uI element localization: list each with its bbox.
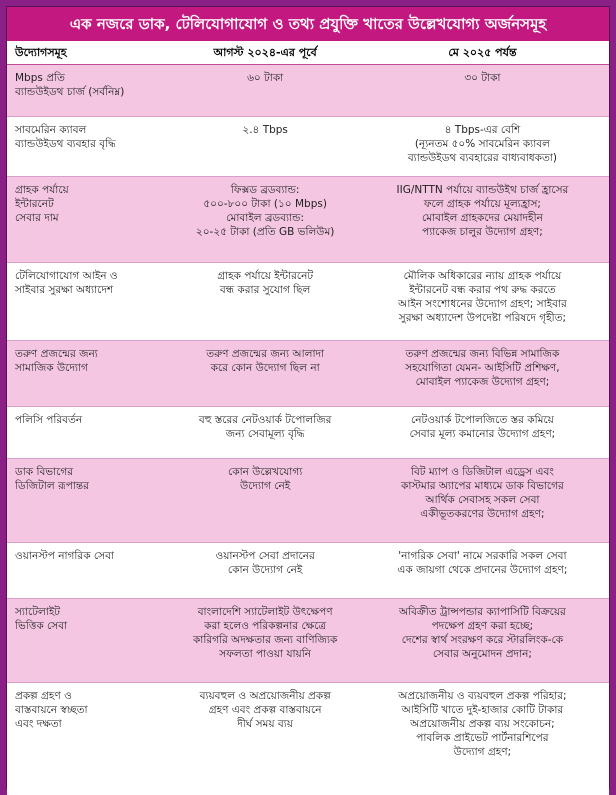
cell-text-line: গ্রহণ এবং প্রকল্প বাস্তবায়নে [208, 704, 322, 716]
cell-text-line: এবং দক্ষতা [15, 718, 62, 730]
cell-text-line: বহু স্তরের নেটওয়ার্ক টপোলজির [198, 414, 332, 426]
cell-text-line: জন্য সেবামূল্য বৃদ্ধি [225, 428, 305, 440]
table-row [7, 65, 609, 117]
table-row [7, 117, 609, 177]
cell-text-line: ওয়ানস্টপ সেবা প্রদানের [215, 550, 315, 562]
cell-text-line: কোন উল্লেখযোগ্য [228, 466, 303, 478]
cell-text-line: একীভূতকরণের উদ্যোগ গ্রহণ; [420, 508, 545, 520]
cell-text-line: সাইবার সুরক্ষা অধ্যাদেশ [15, 284, 114, 296]
cell-text-line: কাস্টমার অ্যাপের মাধ্যমে ডাক বিভাগের [401, 480, 564, 492]
cell-text-line: সুরক্ষা অধ্যাদেশ উপদেষ্টা পরিষদে গৃহীত; [398, 312, 567, 324]
cell-text-line: ফলে গ্রাহক পর্যায়ে মূল্যহ্রাস; [423, 198, 541, 210]
cell-text-line: ফিক্সড ব্রডব্যান্ড: [230, 184, 300, 196]
cell-text-line: ডিজিটাল রূপান্তর [15, 480, 89, 492]
table-row [7, 177, 609, 263]
cell-text-line: সফলতা পাওয়া যায়নি [219, 648, 311, 660]
table-row [7, 263, 609, 341]
cell-text-line: পলিসি পরিবর্তন [15, 414, 83, 426]
cell-text-line: পদক্ষেপ গ্রহণ করা হচ্ছে; [431, 620, 534, 632]
after-cell [356, 407, 609, 458]
cell-text-line: IIG/NTTN পর্যায়ে ব্যান্ডউইথ চার্জ হ্রাসের [396, 184, 569, 196]
table-header [7, 41, 609, 65]
cell-text-line: আইন সংশোধনের উদ্যোগ গ্রহণ; সাইবার [398, 298, 567, 310]
after-cell [356, 459, 609, 542]
cell-text-line: কোন উদ্যোগ নেই [227, 564, 303, 576]
after-cell [356, 543, 609, 598]
initiative-cell [7, 177, 174, 262]
cell-text-line: টেলিযোগাযোগ আইন ও [15, 270, 118, 282]
cell-text-line: অপ্রয়োজনীয় ও ব্যয়বহুল প্রকল্প পরিহার; [398, 690, 567, 702]
achievements-table [6, 6, 610, 789]
cell-text-line: Mbps প্রতি [15, 72, 65, 84]
cell-text-line: প্যাকেজ চালুর উদ্যোগ গ্রহণ; [422, 226, 543, 238]
initiative-cell [7, 117, 174, 176]
before-cell [174, 459, 355, 542]
cell-text-line: ইন্টারনেট বন্ধ করার পথ রুদ্ধ করতে [409, 284, 556, 296]
header-until-may-2025: মে ২০২৫ পর্যন্ত [448, 46, 517, 59]
cell-text-line: সেবার অনুমোদন প্রদান; [432, 648, 532, 660]
cell-text-line: প্রকল্প গ্রহণ ও [15, 690, 72, 702]
before-cell [174, 543, 355, 598]
initiative-cell [7, 459, 174, 542]
cell-text-line: বাস্তবায়নে স্বচ্ছতা [15, 704, 88, 716]
cell-text-line: ৫০০-৮০০ টাকা (১০ Mbps) [203, 198, 327, 210]
cell-text-line: বাংলাদেশি স্যাটেলাইট উৎক্ষেপণ [197, 606, 333, 618]
cell-text-line: বিট ম্যাপ ও ডিজিটাল এড্রেস এবং [410, 466, 554, 478]
after-cell [356, 683, 609, 795]
cell-text-line: সাবমেরিন ক্যাবল [15, 124, 87, 136]
table-row [7, 459, 609, 543]
cell-text-line: আর্থিক সেবাসহ সকল সেবা [425, 494, 540, 506]
before-cell [174, 177, 355, 262]
before-cell [174, 65, 355, 116]
cell-text-line: তরুণ প্রজন্মের জন্য [15, 348, 98, 360]
after-cell [356, 177, 609, 262]
cell-text-line: অবিক্রীত ট্রান্সপন্ডার ক্যাপাসিটি বিক্রয়ের [399, 606, 566, 618]
before-cell [174, 117, 355, 176]
cell-text-line: তরুণ প্রজন্মের জন্য বিভিন্ন সামাজিক [405, 348, 560, 360]
initiative-cell [7, 543, 174, 598]
cell-text-line: ২.৪ Tbps [242, 124, 288, 136]
cell-text-line: গ্রাহক পর্যায়ে [15, 184, 69, 196]
cell-text-line: ভিত্তিক সেবা [15, 620, 68, 632]
cell-text-line: স্যাটেলাইট [15, 606, 61, 618]
before-cell [174, 263, 355, 340]
cell-text-line: ইন্টারনেট [15, 198, 54, 210]
cell-text-line: কারিগরি অদক্ষতার জন্য বাণিজ্যিক [192, 634, 338, 646]
cell-text-line: উদ্যোগ গ্রহণ; [453, 746, 512, 758]
cell-text-line: সেবার মূল্য কমানোর উদ্যোগ গ্রহণ; [409, 428, 556, 440]
table-row [7, 341, 609, 407]
cell-text-line: বন্ধ করার সুযোগ ছিল [219, 284, 311, 296]
cell-text-line: মৌলিক অধিকারের ন্যায় গ্রাহক পর্যায়ে [403, 270, 562, 282]
cell-text-line: এক জায়গা থেকে প্রদানের উদ্যোগ গ্রহণ; [397, 564, 568, 576]
cell-text-line: অপ্রয়োজনীয় প্রকল্প ব্যয় সংকোচন; [410, 718, 555, 730]
table-row [7, 407, 609, 459]
cell-text-line: সহযোগিতা যেমন- আইসিটি প্রশিক্ষণ, [405, 362, 560, 374]
after-cell [356, 341, 609, 406]
cell-text-line: ৩০ টাকা [464, 72, 501, 84]
initiative-cell [7, 65, 174, 116]
cell-text-line: ২০-২৫ টাকা (প্রতি GB ভলিউম) [195, 226, 335, 238]
cell-text-line: পাবলিক প্রাইভেট পার্টনারশিপের [416, 732, 549, 744]
cell-text-line: 'নাগরিক সেবা' নামে সরকারি সকল সেবা [398, 550, 567, 562]
page-title: এক নজরে ডাক, টেলিযোগাযোগ ও তথ্য প্রযুক্তি খাতের উল্লেখযোগ্য অর্জনসমূহ [7, 7, 609, 41]
initiative-cell [7, 263, 174, 340]
cell-text-line: ব্যান্ডউইডথ ব্যবহার বৃদ্ধি [15, 138, 116, 150]
before-cell [174, 341, 355, 406]
header-initiatives: উদ্যোগসমূহ [15, 46, 67, 59]
after-cell [356, 117, 609, 176]
cell-text-line: ডাক বিভাগের [15, 466, 74, 478]
cell-text-line: গ্রাহক পর্যায়ে ইন্টারনেট [217, 270, 314, 282]
table-row [7, 599, 609, 683]
cell-text-line: করা হলেও পরিকল্পনার ক্ষেত্রে [204, 620, 327, 632]
cell-text-line: ৪ Tbps-এর বেশি [444, 124, 521, 136]
cell-text-line: আইসিটি খাতে দুই-হাজার কোটি টাকার [401, 704, 564, 716]
header-before-aug-2024: আগস্ট ২০২৪-এর পূর্বে [213, 46, 317, 59]
before-cell [174, 599, 355, 682]
table-row [7, 683, 609, 795]
after-cell [356, 65, 609, 116]
cell-text-line: নেটওয়ার্ক টপোলজিতে স্তর কমিয়ে [410, 414, 554, 426]
cell-text-line: মোবাইল প্যাকেজ উদ্যোগ গ্রহণ; [415, 376, 550, 388]
cell-text-line: দেশের স্বার্থ সংরক্ষণ করে স্টারলিংক-কে [401, 634, 564, 646]
table-row [7, 543, 609, 599]
cell-text-line: ব্যয়বহুল ও অপ্রয়োজনীয় প্রকল্প [199, 690, 331, 702]
initiative-cell [7, 683, 174, 795]
table-body [7, 65, 609, 795]
cell-text-line: তরুণ প্রজন্মের জন্য আলাদা [206, 348, 325, 360]
cell-text-line: ৬০ টাকা [247, 72, 284, 84]
cell-text-line: ব্যান্ডউইডথ ব্যবহারের বাধ্যবাধকতা) [407, 152, 557, 164]
cell-text-line: ওয়ানস্টপ নাগরিক সেবা [15, 550, 114, 562]
initiative-cell [7, 599, 174, 682]
cell-text-line: (ন্যূনতম ৫০% সাবমেরিন ক্যাবল [414, 138, 550, 150]
cell-text-line: করে কোন উদ্যোগ ছিল না [210, 362, 320, 374]
cell-text-line: সামাজিক উদ্যোগ [15, 362, 88, 374]
cell-text-line: দীর্ঘ সময় ব্যয় [237, 718, 293, 730]
initiative-cell [7, 341, 174, 406]
before-cell [174, 407, 355, 458]
cell-text-line: মোবাইল ব্রডব্যান্ড: [226, 212, 304, 224]
cell-text-line: উদ্যোগ নেই [240, 480, 291, 492]
cell-text-line: মোবাইল গ্রাহকদের মেয়াদহীন [421, 212, 543, 224]
after-cell [356, 263, 609, 340]
cell-text-line: ব্যান্ডউইডথ চার্জ (সর্বনিম্ন) [15, 86, 125, 98]
before-cell [174, 683, 355, 795]
cell-text-line: সেবার দাম [15, 212, 59, 224]
after-cell [356, 599, 609, 682]
initiative-cell [7, 407, 174, 458]
